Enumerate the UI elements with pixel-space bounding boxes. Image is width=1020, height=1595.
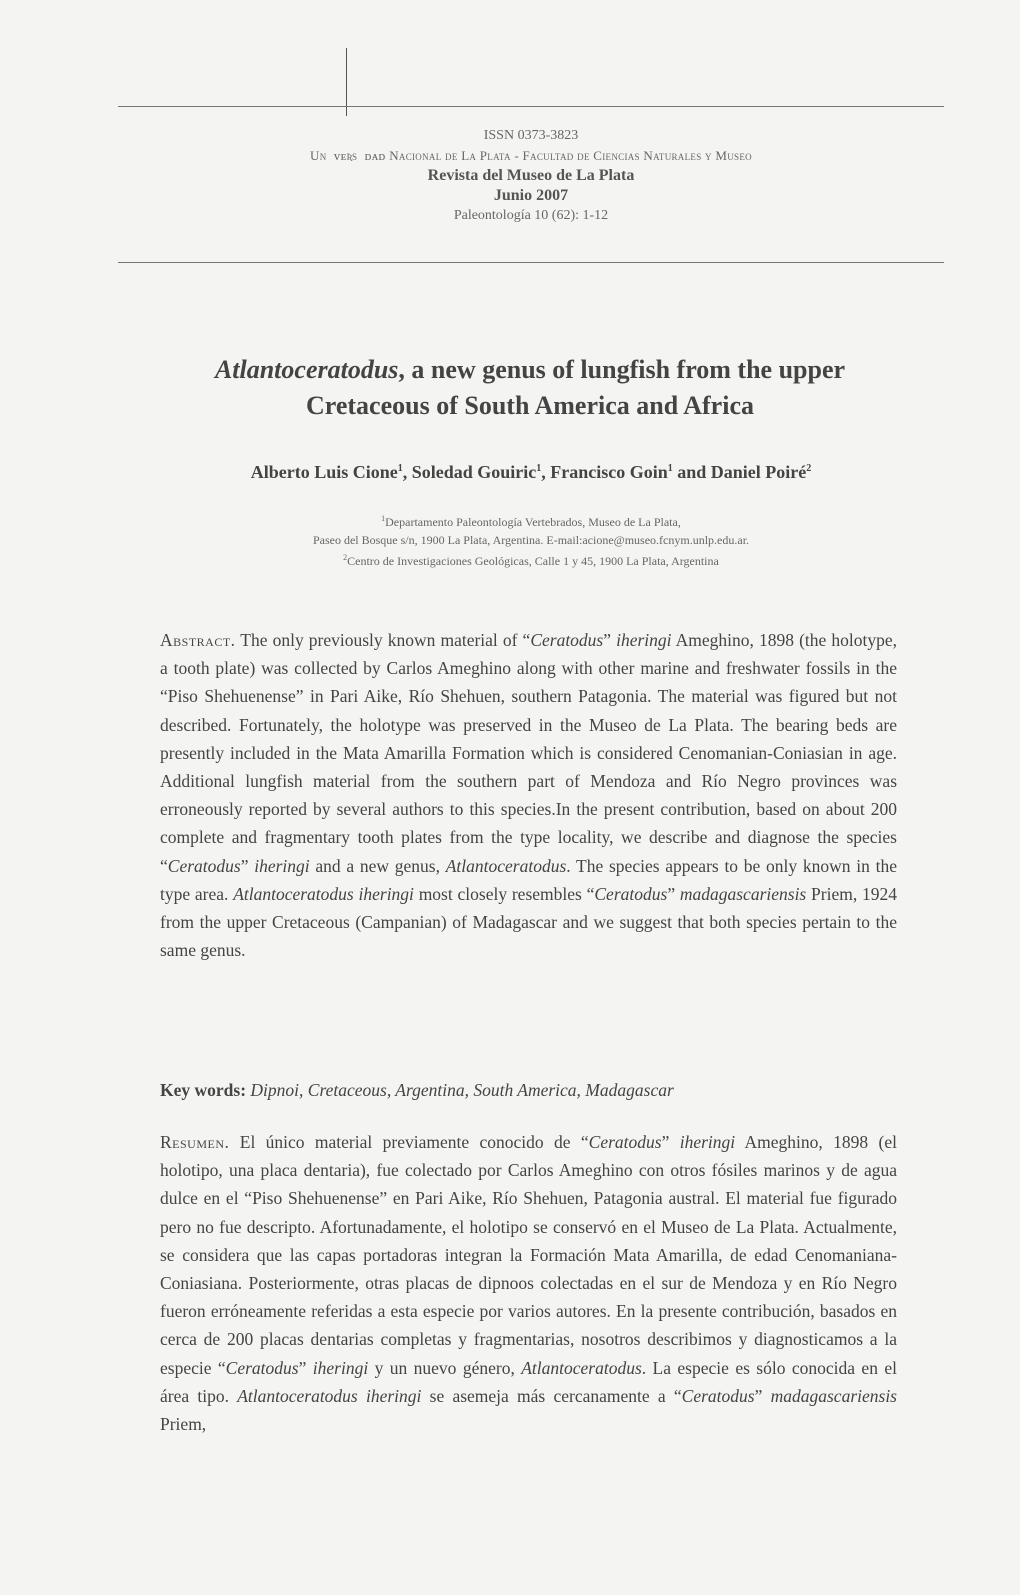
resumen-text: . La especie es sólo conocida en el área tipo. [160, 1357, 897, 1406]
title-genus: Atlantoceratodus [214, 355, 399, 384]
affiliation-2-text: Centro de Investigaciones Geológicas, Calle 1 y 45, 1900 La Plata, Argentina [347, 554, 719, 568]
abstract-italic: Ceratodus [594, 883, 668, 904]
header-top-rule [118, 106, 944, 107]
abstract-text: The only previously known material of “ [235, 630, 531, 650]
affiliation-1-mark: 1 [381, 514, 386, 523]
title-line1-rest: , a new genus of lungfish from the upper [398, 355, 846, 384]
abstract-italic: Atlantoceratodus iheringi [233, 883, 414, 904]
abstract-text: and a new genus, [309, 855, 446, 876]
abstract-italic: iheringi [254, 855, 310, 876]
journal-name: Revista del Museo de La Plata [427, 167, 635, 184]
abstract-text: . The species appears to be only known in the type area. [160, 855, 897, 904]
keywords-value: Dipnoi, Cretaceous, Argentina, South America, Madagascar [246, 1080, 674, 1100]
abstract-text: most closely resembles “ [413, 883, 595, 904]
abstract-text: Priem, 1924 from the upper Cretaceous (Campanian) of Madagascar and we suggest that both species pertain to the same genus. [160, 883, 897, 961]
keywords-label: Key words: [160, 1080, 247, 1100]
header-bottom-rule [118, 262, 944, 263]
abstract-text: ” [603, 630, 617, 650]
resumen-text: ” [298, 1357, 313, 1378]
resumen-text: ” [661, 1132, 680, 1152]
resumen-italic: iheringi [312, 1357, 369, 1378]
keywords [160, 1080, 897, 1101]
journal-header [118, 126, 944, 226]
resumen-italic: iheringi [679, 1132, 736, 1152]
abstract-italic: Ceratodus [530, 630, 604, 650]
author-4-affil: 2 [806, 463, 812, 474]
resumen [160, 1128, 897, 1438]
volume-pages: Paleontología 10 (62): 1-12 [453, 208, 609, 223]
affiliation-1-line2: Paseo del Bosque s/n, 1900 La Plata, Argentina. E-mail:acione@museo.fcnym.unlp.edu.ar. [312, 533, 750, 547]
resumen-italic: Ceratodus [225, 1357, 299, 1378]
author-1-affil: 1 [397, 463, 403, 474]
university-line: Unɪᴠᴇʀsɪᴅᴀᴅ Nacional de La Plata - Facultad de Ciencias Naturales y Museo [310, 148, 752, 163]
resumen-text: El único material previamente conocido de “ [229, 1132, 589, 1152]
abstract-text: ” [667, 883, 680, 904]
resumen-italic: Atlantoceratodus [521, 1357, 642, 1378]
abstract-italic: madagascariensis [679, 883, 807, 904]
author-2: Soledad Gouiric [411, 462, 537, 482]
author-list [118, 462, 944, 483]
abstract-text: Ameghino, 1898 (the holotype, a tooth plate) was collected by Carlos Ameghino along with other marine and freshwater fossils in the “Piso Shehuenense” in Pari Aike, Río Shehuen, southern Patagonia. The material was figured but not described. Fortunately, the holotype was preserved in the Museo de La Plata. The bearing beds are presently included in the Mata Amarilla Formation which is considered Cenomanian-Coniasian in age. Additional lungfish material from the southern part of Mendoza and Río Negro provinces was erroneously reported by several authors to this species.In the present contribution, based on about 200 complete and fragmentary tooth plates from the type locality, we describe and diagnose the species “ [160, 630, 897, 876]
resumen-italic: Ceratodus [588, 1132, 662, 1152]
author-sep-2: , [541, 462, 551, 482]
title-line2: Cretaceous of South America and Africa [306, 391, 754, 420]
author-sep-1: , [402, 462, 412, 482]
resumen-italic: madagascariensis [770, 1385, 897, 1406]
affiliation-2 [118, 549, 944, 570]
abstract-text: ” [240, 855, 255, 876]
resumen-text: Priem, [160, 1414, 207, 1435]
abstract-italic: Atlantoceratodus [445, 855, 567, 876]
author-4: Daniel Poiré [710, 462, 807, 482]
affiliations [118, 510, 944, 570]
abstract-label: Abstract. [160, 630, 236, 650]
abstract-italic: iheringi [616, 630, 672, 650]
resumen-text: y un nuevo género, [368, 1357, 522, 1378]
resumen-text: ” [754, 1385, 771, 1406]
author-3-affil: 1 [667, 463, 673, 474]
resumen-text: se asemeja más cercanamente a “ [421, 1385, 682, 1406]
abstract-italic: Ceratodus [167, 855, 241, 876]
author-1: Alberto Luis Cione [250, 462, 398, 482]
resumen-italic: Ceratodus [681, 1385, 755, 1406]
issn: ISSN 0373-3823 [483, 128, 579, 143]
affiliation-2-mark: 2 [343, 553, 348, 562]
abstract [160, 626, 897, 964]
author-2-affil: 1 [536, 463, 542, 474]
affiliation-1-line1: Departamento Paleontología Vertebrados, Museo de La Plata, [385, 515, 681, 529]
paper-title [150, 352, 910, 424]
author-3: Francisco Goin [550, 462, 668, 482]
resumen-label: Resumen. [160, 1132, 230, 1152]
affiliation-1 [118, 510, 944, 531]
author-sep-3: and [672, 462, 711, 482]
issue-date: Junio 2007 [493, 187, 569, 204]
resumen-text: Ameghino, 1898 (el holotipo, una placa dentaria), fue colectado por Carlos Ameghino con otros fósiles marinos y de agua dulce en el “Piso Shehuenense” en Pari Aike, Río Shehuen, Patagonia austral. El material fue figurado pero no fue descripto. Afortunadamente, el holotipo se conservó en el Museo de La Plata. Actualmente, se considera que las capas portadoras integran la Formación Mata Amarilla, de edad Cenomaniana-Coniasiana. Posteriormente, otras placas de dipnoos colectadas en el sur de Mendoza y en Río Negro fueron erróneamente referidas a esta especie por varios autores. En la presente contribución, basados en cerca de 200 placas dentarias completas y fragmentarias, nosotros describimos y diagnosticamos a la especie “ [160, 1132, 897, 1378]
resumen-italic: Atlantoceratodus iheringi [237, 1385, 422, 1406]
